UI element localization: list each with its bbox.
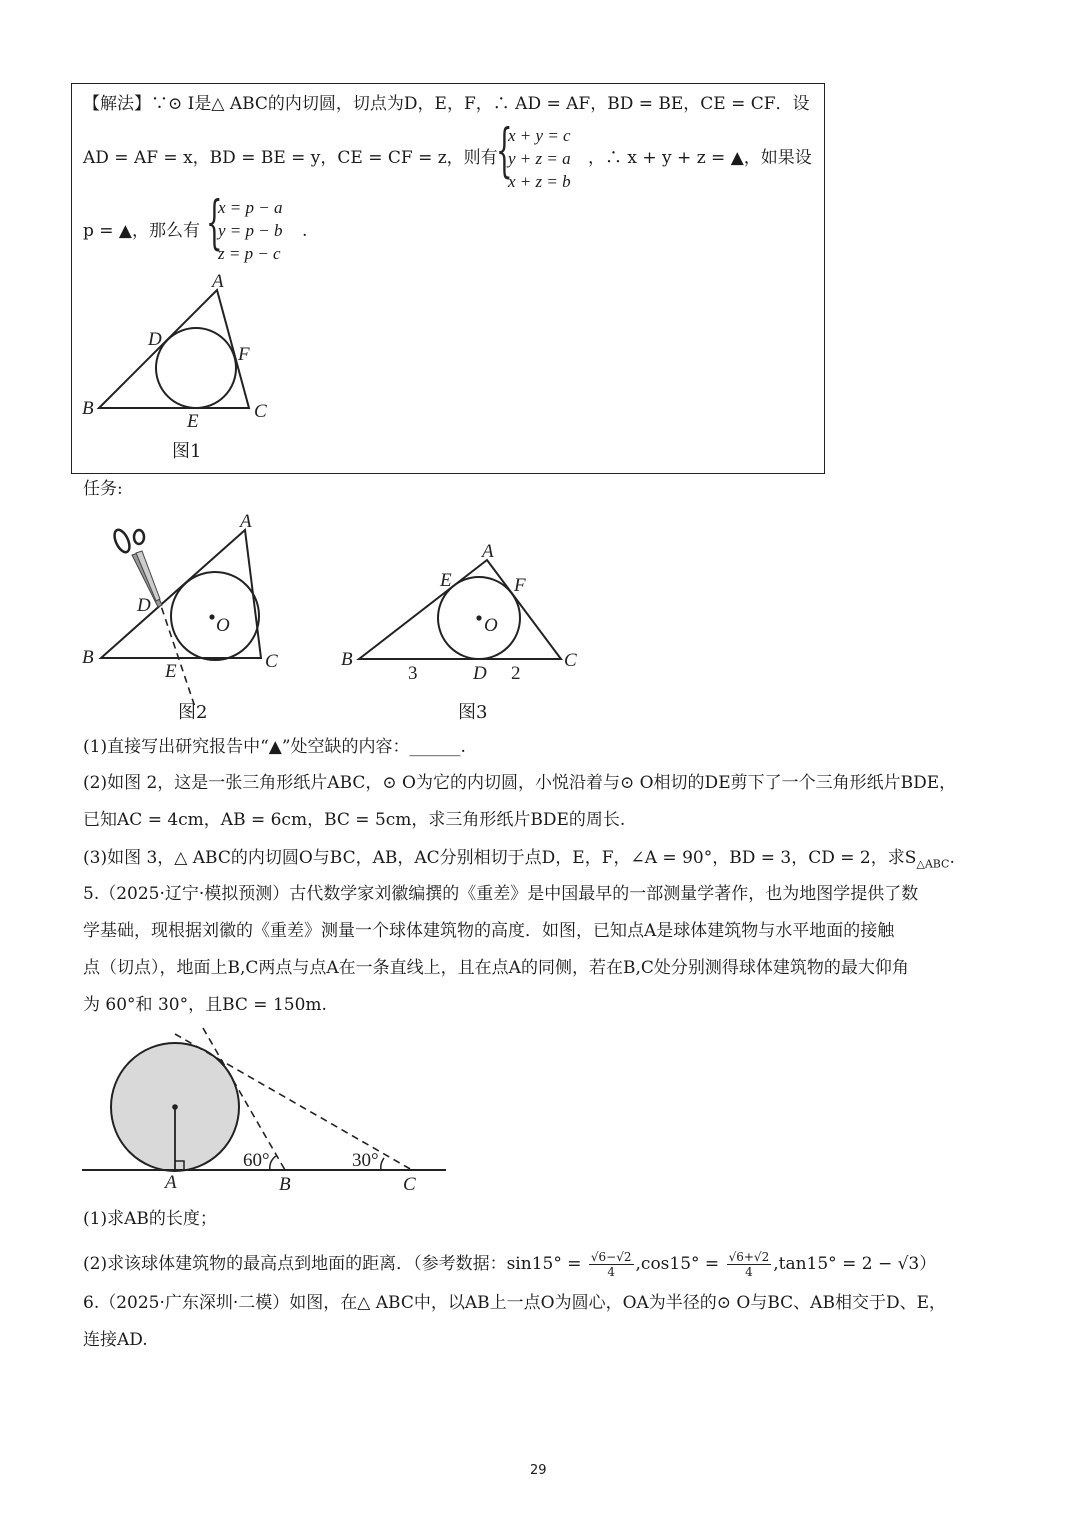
- solution-line-3-suffix: .: [302, 221, 308, 241]
- figure-2-cut-triangle: [70, 505, 330, 705]
- q4-part1: (1)直接写出研究报告中“▲”处空缺的内容：______.: [83, 737, 466, 757]
- fig2-label-B: B: [82, 647, 94, 668]
- equation-system-1: [496, 116, 571, 193]
- fig5-label-C: C: [403, 1174, 416, 1195]
- solution-line-1: 【解法】∵⊙ I是△ ABC的内切圆，切点为D，E，F，∴ AD = AF，BD = BE，CE = CF．设: [83, 94, 810, 114]
- figure-2-caption: 图2: [178, 702, 208, 723]
- q4-part3-end: .: [949, 848, 955, 868]
- fig1-label-A: A: [212, 271, 224, 292]
- q5-part1: (1)求AB的长度；: [83, 1209, 217, 1229]
- sin15-numerator: √6−√2: [590, 1250, 632, 1264]
- sin15-denominator: 4: [607, 1265, 616, 1279]
- system1-eq1: x + y = c: [508, 126, 571, 145]
- solution-line-3-prefix: p = ▲，那么有: [83, 221, 201, 241]
- q4-part3-main: (3)如图 3，△ ABC的内切圆O与BC，AB，AC分别相切于点D，E，F，∠A = 90°，BD = 3，CD = 2，求S: [83, 848, 917, 868]
- fig5-label-A: A: [165, 1172, 177, 1193]
- angle-30-label: 30°: [352, 1150, 379, 1171]
- solution-line-2-prefix: AD = AF = x，BD = BE = y，CE = CF = z，则有: [83, 148, 498, 168]
- cos15-numerator: √6+√2: [728, 1250, 770, 1264]
- system2-eq2: y = p − b: [218, 221, 283, 240]
- system1-eq3: x + z = b: [508, 172, 571, 191]
- q5-line4: 为 60°和 30°，且BC = 150m.: [83, 995, 327, 1015]
- task-label: 任务:: [83, 479, 123, 499]
- equation-system-2: [206, 188, 283, 265]
- solution-line-2-suffix: ，∴ x + y + z = ▲，如果设: [588, 148, 812, 168]
- fig1-label-F: F: [238, 344, 250, 365]
- fig1-label-B: B: [82, 398, 94, 419]
- q5-line3: 点（切点），地面上B,C两点与点A在一条直线上，且在点A的同侧，若在B,C处分别测得球体建筑物的最大仰角: [83, 958, 909, 978]
- cos15-label: ,cos15° =: [635, 1254, 720, 1274]
- figure-1-incircle-triangle: [70, 265, 370, 480]
- fig3-label-D: D: [473, 663, 487, 684]
- fig3-length-BD: 3: [408, 663, 418, 684]
- q5-part2: [83, 1250, 936, 1279]
- sin15-fraction: [589, 1250, 634, 1279]
- system2-eq1: x = p − a: [218, 198, 283, 217]
- figure-1-caption: 图1: [172, 441, 202, 462]
- system2-eq3: z = p − c: [218, 244, 281, 263]
- q6-line2: 连接AD.: [83, 1330, 148, 1350]
- fig3-label-F: F: [514, 575, 526, 596]
- tan15-label: ,tan15° = 2 − √3）: [773, 1254, 937, 1274]
- q4-part3-subscript: △ABC: [916, 857, 950, 871]
- fig3-label-C: C: [564, 650, 577, 671]
- fig2-label-O: O: [216, 615, 230, 636]
- fig5-label-B: B: [279, 1174, 291, 1195]
- q4-part2-line1: (2)如图 2，这是一张三角形纸片ABC，⊙ O为它的内切圆，小悦沿着与⊙ O相切的DE剪下了一个三角形纸片BDE，: [83, 773, 957, 793]
- fig2-label-A: A: [240, 511, 252, 532]
- figure-sphere-building: [70, 1020, 460, 1200]
- fig1-label-E: E: [187, 411, 199, 432]
- fig3-label-B: B: [341, 649, 353, 670]
- fig3-label-A: A: [482, 541, 494, 562]
- cos15-denominator: 4: [745, 1265, 753, 1279]
- figure-3-right-triangle: [330, 535, 590, 695]
- fig1-label-D: D: [148, 329, 162, 350]
- sphere-center-point: [172, 1104, 178, 1110]
- figure-3-caption: 图3: [458, 702, 488, 723]
- fig2-label-E: E: [165, 661, 177, 682]
- center-point-O: [209, 614, 214, 619]
- q5-line1: 5.（2025·辽宁·模拟预测）古代数学家刘徽编撰的《重差》是中国最早的一部测量学著作，也为地图学提供了数: [83, 884, 919, 904]
- fig1-label-C: C: [254, 401, 267, 422]
- left-brace-icon: {: [496, 116, 513, 184]
- fig3-label-O: O: [484, 615, 498, 636]
- cos15-fraction: [727, 1250, 772, 1279]
- fig3-length-CD: 2: [511, 663, 521, 684]
- q4-part2-line2: 已知AC = 4cm，AB = 6cm，BC = 5cm，求三角形纸片BDE的周长.: [83, 810, 626, 830]
- q5-line2: 学基础，现根据刘徽的《重差》测量一个球体建筑物的高度．如图，已知点A是球体建筑物与水平地面的接触: [83, 921, 895, 941]
- center-point-O: [476, 615, 481, 620]
- q6-line1: 6.（2025·广东深圳·二模）如图，在△ ABC中，以AB上一点O为圆心，OA为半径的⊙ O与BC、AB相交于D、E，: [83, 1293, 946, 1313]
- angle-60-label: 60°: [243, 1150, 270, 1171]
- page-number: 29: [530, 1463, 547, 1478]
- fig3-label-E: E: [440, 570, 452, 591]
- fig2-label-D: D: [137, 595, 151, 616]
- left-brace-icon: {: [206, 188, 223, 256]
- system1-eq2: y + z = a: [508, 149, 571, 168]
- fig2-label-C: C: [265, 651, 278, 672]
- q5-part2-prefix: (2)求该球体建筑物的最高点到地面的距离．（参考数据：sin15° =: [83, 1254, 582, 1274]
- q4-part3: [83, 847, 955, 875]
